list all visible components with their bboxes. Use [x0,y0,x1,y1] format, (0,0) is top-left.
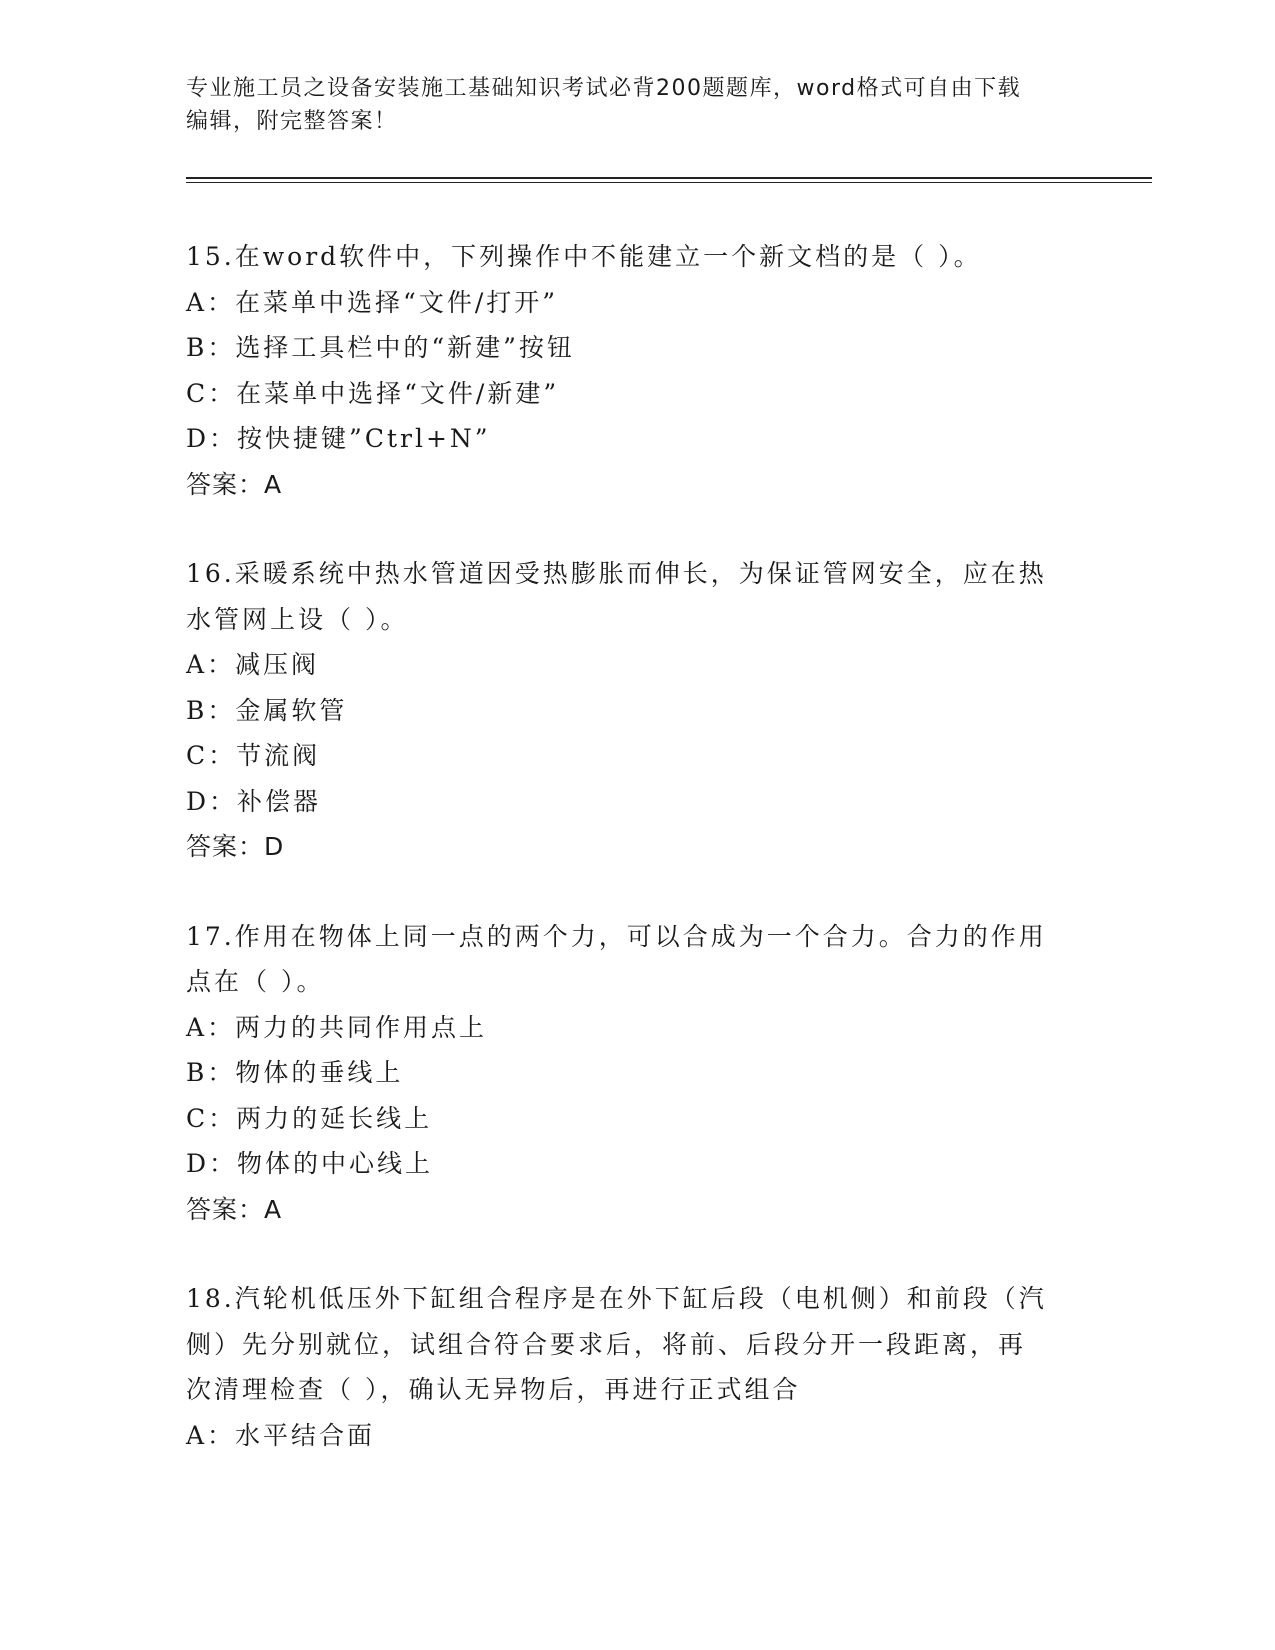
option-a: A：减压阀 [186,650,320,679]
option-c: C：节流阀 [186,741,321,770]
option-d: D：物体的中心线上 [186,1149,434,1178]
question-17 [186,914,1066,1233]
header-line-2: 编辑，附完整答案！ [186,109,398,134]
option-d: D：补偿器 [186,786,322,816]
option-b: B：金属软管 [186,695,348,725]
option-a: A：在菜单中选择“文件/打开” [186,287,559,317]
question-list [186,234,1066,1502]
answer: 答案：A [186,1194,283,1224]
question-text-line-2: 点在（ ）。 [186,967,325,996]
option-a: A：水平结合面 [186,1420,376,1450]
question-18 [186,1276,1066,1458]
header-line-1: 专业施工员之设备安装施工基础知识考试必背200题题库，word格式可自由下载 [186,76,1022,101]
question-text: 15.在word软件中，下列操作中不能建立一个新文档的是（ ）。 [186,242,982,271]
answer: 答案：D [186,832,285,861]
question-text-line-2: 水管网上设（ ）。 [186,604,409,634]
question-text-line-2: 侧）先分别就位，试组合符合要求后，将前、后段分开一段距离，再 [186,1329,1027,1359]
option-b: B：物体的垂线上 [186,1058,404,1087]
question-15 [186,234,1066,507]
header-divider-thin [186,182,1152,183]
header-divider-thick [186,177,1152,179]
answer: 答案：A [186,469,283,499]
option-b: B：选择工具栏中的“新建”按钮 [186,333,575,362]
question-text-line-1: 18.汽轮机低压外下缸组合程序是在外下缸后段（电机侧）和前段（汽 [186,1284,1047,1313]
option-c: C：两力的延长线上 [186,1103,433,1133]
option-d: D：按快捷键”Ctrl+N” [186,424,491,453]
option-a: A：两力的共同作用点上 [186,1012,488,1042]
option-c: C：在菜单中选择“文件/新建” [186,378,560,408]
question-text-line-1: 16.采暖系统中热水管道因受热膨胀而伸长，为保证管网安全，应在热 [186,559,1047,588]
document-header [186,72,1066,138]
question-text-line-1: 17.作用在物体上同一点的两个力，可以合成为一个合力。合力的作用 [186,921,1047,951]
question-16 [186,551,1066,870]
question-text-line-3: 次清理检查（ ），确认无异物后，再进行正式组合 [186,1375,801,1404]
